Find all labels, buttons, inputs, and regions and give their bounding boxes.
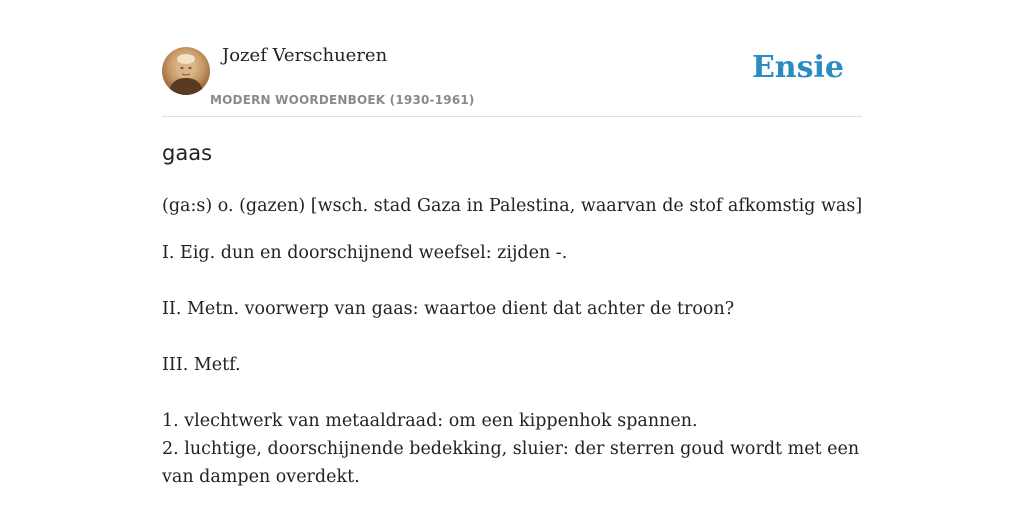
author-name[interactable]: Jozef Verschueren (222, 45, 388, 66)
sense-3: III. Metf. (162, 355, 241, 375)
author-avatar[interactable] (162, 47, 210, 95)
source-label[interactable]: MODERN WOORDENBOEK (1930-1961) (210, 93, 475, 107)
entry-card (162, 0, 863, 487)
ensie-logo[interactable]: Ensie (751, 50, 844, 85)
sense-1: I. Eig. dun en doorschijnend weefsel: zijden -. (162, 243, 568, 263)
sub-sense-2: 2. luchtige, doorschijnende bedekking, sluier: der sterren goud wordt met een van dampen overdekt. (162, 439, 860, 487)
author-portrait-icon (162, 47, 210, 95)
sense-2: II. Metn. voorwerp van gaas: waartoe dient dat achter de troon? (162, 299, 735, 319)
entry-title: gaas (162, 141, 213, 165)
entry-header (162, 0, 862, 117)
sub-sense-1: 1. vlechtwerk van metaaldraad: om een kippenhok spannen. (162, 411, 698, 431)
pronunciation-line: (ga:s) o. (gazen) [wsch. stad Gaza in Palestina, waarvan de stof afkomstig was] (162, 196, 863, 216)
